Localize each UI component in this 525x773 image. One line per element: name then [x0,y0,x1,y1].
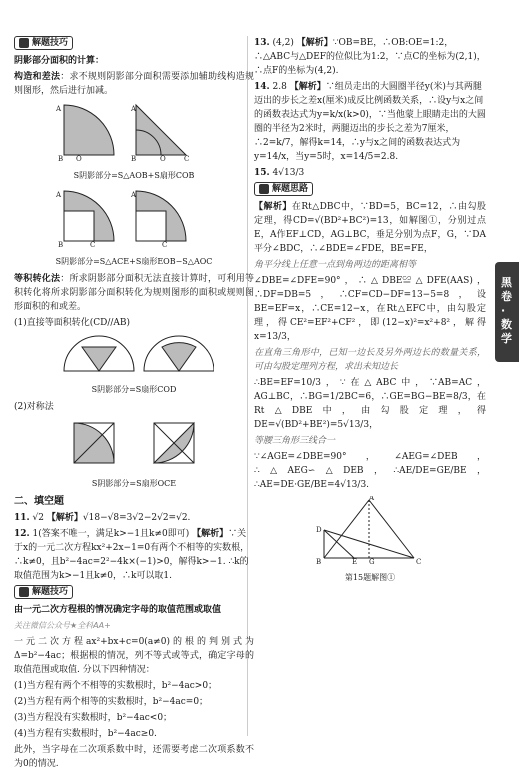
figure-construct-1 [54,103,204,161]
q12-tag: 【解析】 [192,529,229,539]
q15-tag: 【解析】 [254,202,292,212]
tip2-text: 一元二次方程ax²+bx+c=0(a≠0)的根的判别式为Δ=b²−4ac；根据根的情况，列不等式或等式，确定字母的取值范围或取值. 分以下四种情况： [14,637,254,675]
svg-text:A: A [56,191,62,199]
q15-number: 15. [254,168,270,178]
q15-part1 [254,200,486,256]
pencil-icon [259,184,269,194]
fig2-caption: S阴影部分=S△ACE+S扇形EOB−S△AOC [55,257,213,266]
note: 此外，当字母在二次项系数中时，还需要考虑二次项系数不为0的情况. [14,745,254,769]
svg-text:A: A [369,496,375,502]
q11-text: √18−√8=3√2−2√2=√2. [82,513,191,523]
q15 [254,166,486,180]
fig4-caption: S阴影部分=S扇形OCE [91,479,177,488]
figure-construct-2 [54,189,204,247]
watermark: 关注微信公众号★全科AA+ [14,621,111,630]
tip-box-3 [254,182,313,196]
svg-text:O: O [160,155,166,161]
q12-text: ∵关于x的一元二次方程kx²+2x−1=0有两个不相等的实数根，∴k≠0，且b²−4ac=2²−4k×(−1)>0，解得k>−1. ∴k的取值范围为k>−1且k≠0，∴k可以取1. [14,529,250,581]
pencil-icon [19,38,29,48]
q13-text: ∵OB=BE，∴OB:OE=1:2，∴△ABC与△DEF的位似比为1:2，∵点C的坐标为(2,1)，∴点F的坐标为(4,2). [254,38,486,76]
svg-text:A: A [131,105,137,113]
svg-text:B: B [58,155,64,161]
handwritten-note-3: 等腰三角形三线合一 [254,436,336,446]
q15-part3: ∴BE=EF=10/3，∵在△ABC中，∵AB=AC，AG⊥BC，∴BG=1/2BC=6，∴GE=BG−BE=8/3，在Rt△DBE中，由勾股定理，得DE=√(BD²+BE²)=5√13/3， [254,378,486,430]
tip-box-2 [14,585,73,599]
figure-symmetry [54,419,214,469]
q12-answer: 1(答案不唯一，满足k>−1且k≠0即可) [32,529,190,539]
q13-tag: 【解析】 [296,38,333,48]
svg-text:A: A [131,191,137,199]
svg-text:C: C [416,558,422,566]
q14-tag: 【解析】 [289,82,326,92]
q12-number: 12. [14,529,30,539]
q14-number: 14. [254,82,270,92]
q15-part2: ∠DBE=∠DFE=90°，∴△DBE≌△DFE(AAS)，∴DF=DB=5，∴CF=CD−DF=13−5=8，设BE=EF=x，∴CE=12−x，在Rt△EFC中，由勾股定理，得CE²=EF²+CF²，即(12−x)²=x²+8²，解得x=13/3， [254,276,486,342]
fig3-caption: S阴影部分=S扇形COD [91,385,177,394]
q11-answer: √2 [32,513,45,523]
q13-number: 13. [254,38,270,48]
equal-paragraph [14,272,254,314]
construct-text: ：求不规则阴影部分面积需要添加辅助线构造规则图形，然后进行加减。 [14,72,254,96]
fig1-caption: S阴影部分=S△AOB+S扇形COB [73,171,195,180]
svg-text:C: C [184,155,190,161]
svg-text:B: B [58,241,64,247]
item-2: (2)对称法 [14,402,54,412]
side-tab-label: 黑卷·数学 [501,276,512,345]
svg-text:B: B [316,558,322,566]
pencil-icon [19,587,29,597]
item-1: (1)直接等面积转化(CD//AB) [14,318,131,328]
case-1: (1)当方程有两个不相等的实数根时，b²−4ac>0； [14,681,218,691]
tip2-title: 由一元二次方程根的情况确定字母的取值范围或取值 [14,605,222,615]
q15-part4: ∵∠AGE=∠DBE=90°，∠AEG=∠DEB，∴△AEG∽△DEB，∴AE/DE=GE/BE，∴AE=DE·GE/BE=4√13/3. [254,452,486,490]
svg-text:A: A [56,105,62,113]
tip-label: 解题技巧 [32,587,69,597]
q14-answer: 2.8 [272,82,287,92]
svg-text:E: E [352,558,358,566]
svg-text:C: C [162,241,168,247]
q11 [14,511,254,525]
construct-head: 构造和差法 [14,72,61,82]
handwritten-note-1: 角平分线上任意一点到角两边的距离相等 [254,260,417,270]
q13 [254,36,486,78]
equal-text: ：所求阴影部分面积无法直接计算时，可利用等积转化将所求阴影部分面积转化为规则图形的面积或规则图形面积的和或差。 [14,274,254,312]
q14-text: ∵组员走出的大圆圈半径y(米)与其两腿迈出的步长之差x(厘米)成反比例函数关系，∴设y与x之间的函数表达式为y=k/x(k>0)，∵当他蒙上眼睛走出的大圆圈的半径为2米时，两腿迈出的步长之差为7厘米，∴2=k/7，解得k=14，∴y与x之间的函数表达式为y=14/x，当y=5时，x=14/5=2.8. [254,82,486,162]
q15-figure [314,496,424,566]
case-3: (3)当方程没有实数根时，b²−4ac<0； [14,713,173,723]
q15-figure-caption: 第15题解图① [344,573,396,582]
q14 [254,80,486,164]
construct-paragraph [14,70,254,98]
figure-direct-transfer [54,335,214,375]
tip-box-1 [14,36,73,50]
tip-label: 解题思路 [272,184,309,194]
side-tab [495,262,519,362]
shadow-title: 阴影部分面积的计算： [14,56,105,66]
svg-text:G: G [369,558,375,566]
case-2: (2)当方程有两个相等的实数根时，b²−4ac=0； [14,697,209,707]
handwritten-note-2: 在直角三角形中，已知一边长及另外两边长的数量关系，可由勾股定理列方程，求出未知边长 [254,348,486,372]
right-column [254,36,486,588]
svg-text:B: B [131,155,137,161]
q11-number: 11. [14,513,30,523]
equal-head: 等积转化法 [14,274,61,284]
q15-text1: 在Rt△DBC中，∵BD=5，BC=12，∴由勾股定理，得CD=√(BD²+BC²)=13，如解图①，分别过点E，A作EF⊥CD，AG⊥BC，垂足分别为点F，G，∵DA平分∠BDC，∴∠BDE=∠FDE，BE=FE， [254,202,486,254]
svg-text:D: D [316,526,322,534]
tip-label: 解题技巧 [32,38,69,48]
q13-answer: (4,2) [272,38,294,48]
svg-text:O: O [76,155,82,161]
section-fill-in: 二、填空题 [14,496,64,507]
left-column [14,36,254,773]
svg-text:C: C [90,241,96,247]
q15-answer: 4√13/3 [272,168,305,178]
q12 [14,527,254,583]
q11-tag: 【解析】 [46,513,83,523]
case-4: (4)当方程有实数根时，b²−4ac≥0. [14,729,157,739]
